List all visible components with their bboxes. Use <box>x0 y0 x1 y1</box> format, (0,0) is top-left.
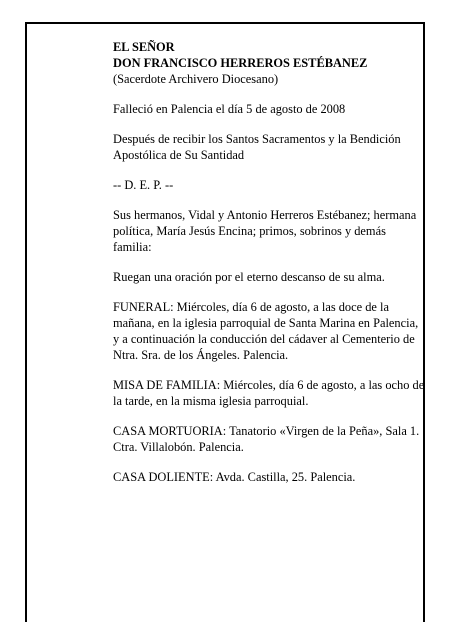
family-statement: Sus hermanos, Vidal y Antonio Herreros Estébanez; hermana política, María Jesús Encina; primos, sobrinos y demás familia: <box>113 208 417 254</box>
dep-line: -- D. E. P. -- <box>113 178 174 192</box>
funeral-info: FUNERAL: Miércoles, día 6 de agosto, a las doce de la mañana, en la iglesia parroquial de Santa Marina en Palencia, y a continuación la conducción del cádaver al Cementerio de Ntra. Sra. de los Ángeles. Palencia. <box>113 300 419 362</box>
prayer-request: Ruegan una oración por el eterno descanso de su alma. <box>113 270 385 284</box>
sacraments-statement: Después de recibir los Santos Sacramentos y la Bendición Apostólica de Su Santidad <box>113 132 401 162</box>
deceased-role: (Sacerdote Archivero Diocesano) <box>113 72 279 86</box>
deceased-name: DON FRANCISCO HERREROS ESTÉBANEZ <box>113 56 368 70</box>
heading-title: EL SEÑOR <box>113 40 175 54</box>
death-statement: Falleció en Palencia el día 5 de agosto de 2008 <box>113 102 346 116</box>
notice-heading <box>113 39 425 87</box>
mortuary-info: CASA MORTUORIA: Tanatorio «Virgen de la Peña», Sala 1. Ctra. Villalobón. Palencia. <box>113 424 420 454</box>
mourning-house-info: CASA DOLIENTE: Avda. Castilla, 25. Palencia. <box>113 470 356 484</box>
death-notice <box>113 39 425 499</box>
family-mass-info: MISA DE FAMILIA: Miércoles, día 6 de agosto, a las ocho de la tarde, en la misma iglesia parroquial. <box>113 378 425 408</box>
